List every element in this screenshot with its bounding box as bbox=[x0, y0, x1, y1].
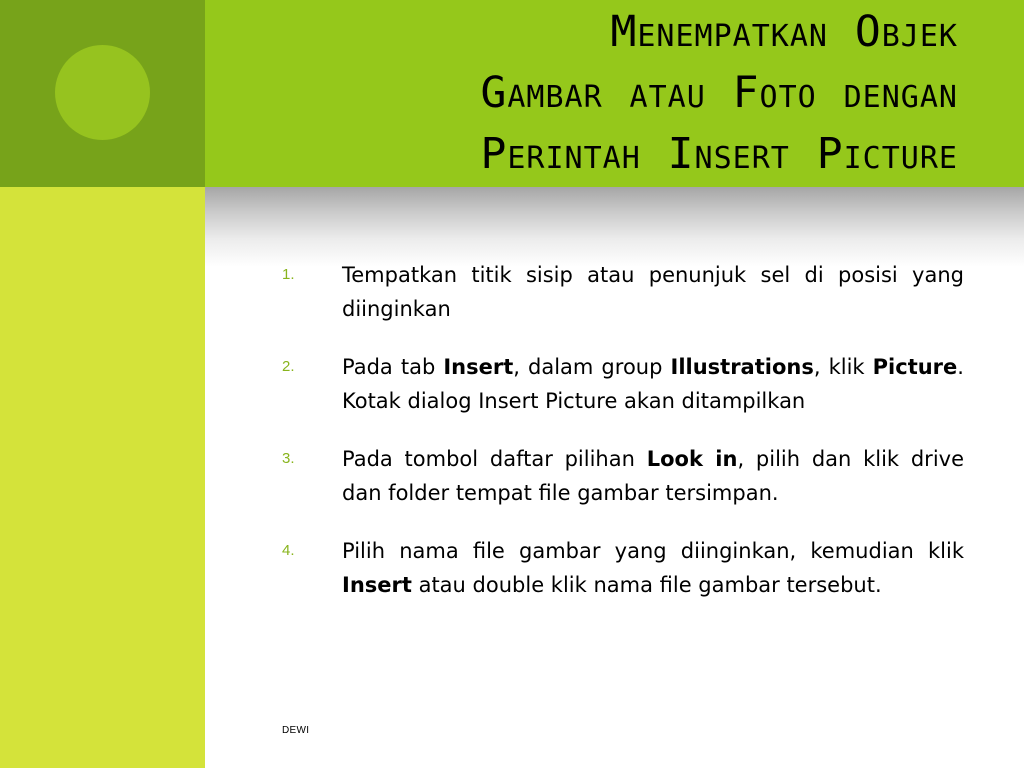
text-segment: . Kotak dialog Insert Picture akan ditampilkan bbox=[342, 355, 964, 413]
list-item bbox=[282, 258, 964, 326]
text-segment: Pada tombol daftar pilihan bbox=[342, 447, 647, 471]
list-item bbox=[282, 350, 964, 418]
item-text bbox=[342, 350, 964, 418]
text-segment: Pilih nama file gambar yang diinginkan, kemudian klik bbox=[342, 539, 964, 563]
title-line-3: Perintah Insert Picture bbox=[480, 129, 958, 179]
list-item bbox=[282, 442, 964, 510]
item-text bbox=[342, 534, 964, 602]
list-item bbox=[282, 534, 964, 602]
decorative-circle bbox=[55, 45, 150, 140]
item-text bbox=[342, 258, 964, 326]
text-segment: , pilih dan klik drive dan folder tempat file gambar tersimpan. bbox=[342, 447, 965, 505]
slide-title bbox=[258, 2, 958, 185]
text-segment: atau double klik nama file gambar tersebut. bbox=[411, 573, 882, 597]
item-number: 4. bbox=[282, 542, 295, 559]
text-segment: Pada tab bbox=[342, 355, 444, 379]
footer-author: DEWI bbox=[282, 725, 310, 736]
title-line-2: Gambar atau Foto dengan bbox=[480, 68, 958, 118]
bold-term: Illustrations bbox=[670, 355, 814, 379]
item-text bbox=[342, 442, 964, 510]
item-number: 2. bbox=[282, 358, 295, 375]
steps-list bbox=[282, 258, 964, 626]
title-line-1: Menempatkan Objek bbox=[610, 7, 958, 57]
item-number: 1. bbox=[282, 266, 295, 283]
bold-term: Look in bbox=[646, 447, 738, 471]
bold-term: Insert bbox=[443, 355, 514, 379]
left-bottom-panel bbox=[0, 187, 205, 768]
text-segment: Tempatkan titik sisip atau penunjuk sel di posisi yang diinginkan bbox=[342, 263, 964, 321]
bold-term: Insert bbox=[342, 573, 412, 597]
title-shadow bbox=[205, 187, 1024, 267]
bold-term: Picture bbox=[872, 355, 958, 379]
text-segment: , klik bbox=[813, 355, 873, 379]
item-number: 3. bbox=[282, 450, 295, 467]
text-segment: , dalam group bbox=[513, 355, 671, 379]
